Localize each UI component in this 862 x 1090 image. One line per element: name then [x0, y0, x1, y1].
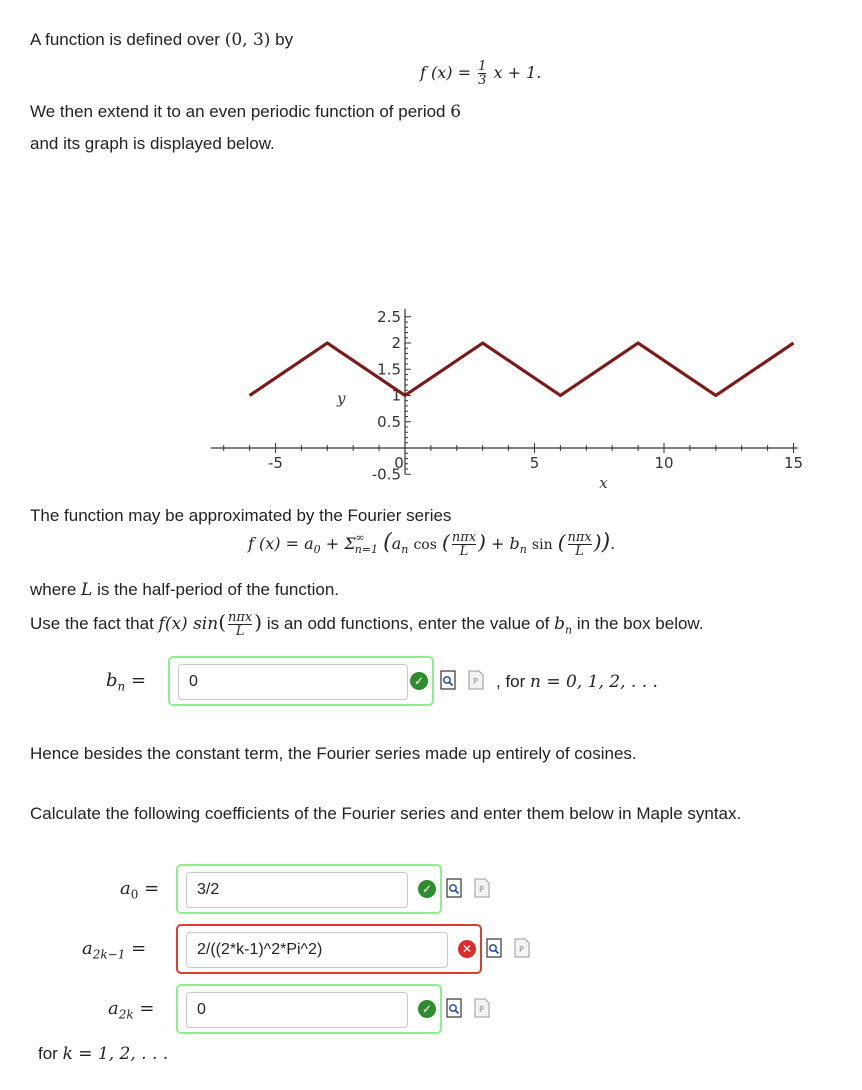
use-end: in the box below. — [576, 614, 704, 633]
svg-text:P: P — [479, 1005, 484, 1014]
y-tick-label: 1 — [391, 386, 401, 405]
bn-range — [496, 672, 658, 692]
use-frac-num: nπx — [228, 610, 253, 626]
svg-text:P: P — [479, 885, 484, 894]
series-sin-fraction — [568, 531, 592, 558]
sin-frac-num: nπx — [567, 530, 592, 545]
x-axis-label: x — [599, 474, 608, 490]
y-tick-label: 0.5 — [377, 412, 401, 431]
series-an-sub: n — [401, 543, 409, 557]
where-prefix: where — [30, 580, 77, 599]
correct-check-icon: ✓ — [418, 1000, 436, 1018]
cos-frac-num: nπx — [451, 530, 477, 545]
hence-text: Hence besides the constant term, the Fourier series made up entirely of cosines. — [30, 744, 637, 763]
use-fact-line: Use the fact that f(x) sin( $\frac{\text{nπx}}{L}$ ) is an odd functions, enter the value of $b_n$ in the box below. — [30, 610, 704, 640]
syntax-help-icon[interactable] — [514, 938, 530, 958]
syntax-help-icon[interactable] — [474, 878, 490, 898]
k-range — [38, 1044, 168, 1064]
a2k-minus-1-label: $a_{2k-1}$ = — [82, 938, 147, 962]
bn-for: , for — [496, 672, 526, 691]
a2k-minus-1-answer-box — [176, 924, 482, 974]
fourier-intro: The function may be approximated by the Fourier series — [30, 506, 452, 525]
a2k-input[interactable]: 0 — [186, 992, 408, 1028]
use-fx: f(x) sin — [158, 614, 219, 634]
x-tick-label: 0 — [394, 454, 404, 472]
intro-line-2 — [30, 102, 461, 122]
svg-text:P: P — [473, 677, 478, 686]
a2k-answer-box — [176, 984, 442, 1034]
x-tick-label: 10 — [654, 454, 674, 472]
use-fraction — [228, 611, 252, 638]
series-sin: sin — [531, 537, 553, 553]
period-text: We then extend it to an even periodic function of period — [30, 102, 446, 121]
intro-text: A function is defined over — [30, 30, 220, 49]
function-graph — [0, 170, 862, 490]
use-bn-sub: n — [565, 623, 573, 637]
bn-n-range: n = 0, 1, 2, . . . — [530, 672, 658, 692]
formula-rhs: x + 1. — [493, 63, 542, 82]
y-axis-label: y — [337, 389, 346, 408]
series-an: a — [391, 534, 402, 553]
where-line — [30, 580, 339, 600]
sin-frac-den: L — [575, 544, 584, 559]
y-tick-label: 2.5 — [377, 307, 401, 326]
function-formula — [420, 60, 541, 87]
bn-label: $b_n$ = — [106, 670, 147, 694]
series-bn: + b — [490, 534, 520, 553]
correct-check-icon: ✓ — [418, 880, 436, 898]
a0-input[interactable]: 3/2 — [186, 872, 408, 908]
series-sum-symbol: + Σ — [325, 534, 356, 553]
preview-icon[interactable] — [440, 670, 456, 690]
use-prefix: Use the fact that — [30, 614, 154, 633]
for-k-text: for — [38, 1044, 58, 1063]
bn-answer-box — [168, 656, 434, 706]
x-tick-label: 5 — [529, 454, 540, 472]
function-curve — [250, 343, 794, 396]
svg-text:P: P — [519, 945, 524, 954]
cos-frac-den: L — [459, 544, 469, 559]
a2k-label: $a_{2k}$ = — [108, 998, 155, 1022]
intro-line-1 — [30, 30, 293, 50]
intro-by: by — [275, 30, 294, 49]
fourier-series-formula: f $(x) = a_0 + \Sigma^\infty_{n=1}$ ($a_n$ cos ( $\frac{\text{nπx}}{L}$ ) + $b_n$ sin ( $\frac{\text{nπx}}{L}$ )). — [248, 530, 616, 559]
where-suffix: is the half-period of the function. — [97, 580, 340, 599]
x-tick-label: 15 — [783, 454, 804, 472]
use-frac-den: L — [235, 624, 245, 640]
preview-icon[interactable] — [486, 938, 502, 958]
series-sum-upper: ∞ — [355, 530, 365, 544]
formula-fraction — [478, 60, 486, 87]
y-tick-label: 2 — [391, 334, 401, 352]
use-suffix: is an odd functions, enter the value of — [266, 614, 550, 633]
x-tick-label: -5 — [268, 454, 283, 472]
period-value: 6 — [450, 102, 462, 122]
formula-lhs: f (x) = — [420, 63, 472, 82]
series-bn-sub: n — [519, 543, 527, 557]
incorrect-x-icon: ✕ — [458, 940, 476, 958]
preview-icon[interactable] — [446, 878, 462, 898]
syntax-help-icon[interactable] — [468, 670, 484, 690]
calculate-instructions: Calculate the following coefficients of the Fourier series and enter them below in Maple syntax. — [30, 804, 742, 823]
series-sum-lower: n=1 — [354, 543, 379, 557]
bn-input[interactable]: 0 — [178, 664, 408, 700]
series-cos-fraction — [452, 531, 476, 558]
fraction-numerator: 1 — [478, 59, 487, 74]
syntax-help-icon[interactable] — [474, 998, 490, 1018]
y-tick-label: 1.5 — [377, 360, 401, 379]
series-cos: cos — [413, 537, 437, 553]
correct-check-icon: ✓ — [410, 672, 428, 690]
series-a0-sub: 0 — [313, 543, 321, 557]
a0-label: $a_0$ = — [120, 878, 160, 902]
intro-line-3: and its graph is displayed below. — [30, 134, 275, 153]
use-bn: b — [554, 614, 566, 634]
fraction-denominator: 3 — [478, 73, 487, 88]
series-lhs: f (x) = a — [248, 534, 314, 553]
k-range-value: k = 1, 2, . . . — [62, 1044, 169, 1064]
a2k-minus-1-input[interactable]: 2/((2*k-1)^2*Pi^2) — [186, 932, 448, 968]
a0-answer-box — [176, 864, 442, 914]
preview-icon[interactable] — [446, 998, 462, 1018]
where-L: L — [81, 580, 93, 600]
y-tick-label: -0.5 — [371, 465, 401, 484]
interval: (0, 3) — [224, 30, 271, 50]
